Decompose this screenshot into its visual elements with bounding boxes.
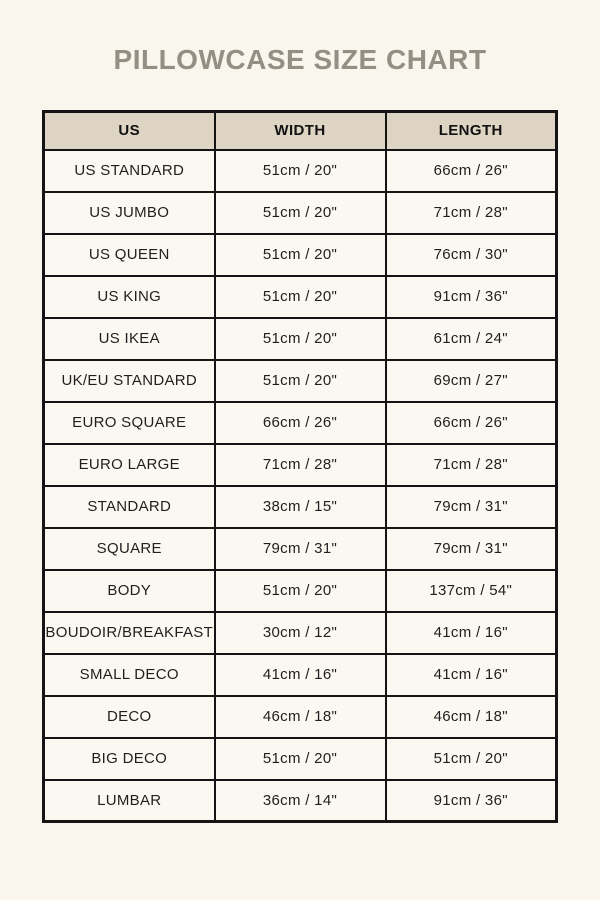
cell-length: 46cm / 18" [386,696,557,738]
cell-length: 69cm / 27" [386,360,557,402]
cell-length: 71cm / 28" [386,444,557,486]
cell-us: US JUMBO [44,192,215,234]
table-row [44,570,557,612]
header-row [44,112,557,150]
cell-us: SMALL DECO [44,654,215,696]
cell-length: 91cm / 36" [386,780,557,822]
cell-width: 41cm / 16" [215,654,386,696]
cell-width: 51cm / 20" [215,318,386,360]
cell-us: STANDARD [44,486,215,528]
cell-width: 46cm / 18" [215,696,386,738]
size-chart-table [42,110,558,823]
cell-us: DECO [44,696,215,738]
cell-us: BODY [44,570,215,612]
cell-us: LUMBAR [44,780,215,822]
cell-length: 66cm / 26" [386,402,557,444]
table-header [44,112,557,150]
table-row [44,444,557,486]
page-title: PILLOWCASE SIZE CHART [113,44,487,75]
cell-width: 30cm / 12" [215,612,386,654]
cell-us: EURO SQUARE [44,402,215,444]
cell-length: 66cm / 26" [386,150,557,192]
cell-length: 51cm / 20" [386,738,557,780]
cell-length: 79cm / 31" [386,528,557,570]
cell-width: 51cm / 20" [215,738,386,780]
table-row [44,696,557,738]
cell-us: UK/EU STANDARD [44,360,215,402]
cell-width: 36cm / 14" [215,780,386,822]
cell-length: 91cm / 36" [386,276,557,318]
table-row [44,402,557,444]
cell-width: 71cm / 28" [215,444,386,486]
cell-width: 51cm / 20" [215,192,386,234]
cell-length: 41cm / 16" [386,654,557,696]
table-row [44,486,557,528]
table-row [44,234,557,276]
cell-us: US QUEEN [44,234,215,276]
table-row [44,318,557,360]
table-row [44,780,557,822]
cell-width: 51cm / 20" [215,360,386,402]
cell-length: 76cm / 30" [386,234,557,276]
table-row [44,612,557,654]
cell-width: 38cm / 15" [215,486,386,528]
cell-width: 51cm / 20" [215,276,386,318]
cell-width: 51cm / 20" [215,150,386,192]
cell-width: 51cm / 20" [215,570,386,612]
table-row [44,150,557,192]
cell-us: BOUDOIR/BREAKFAST [44,612,215,654]
cell-us: US STANDARD [44,150,215,192]
table-row [44,276,557,318]
table-row [44,654,557,696]
cell-length: 137cm / 54" [386,570,557,612]
column-header-us: US [44,112,215,150]
cell-us: BIG DECO [44,738,215,780]
cell-us: US IKEA [44,318,215,360]
table-row [44,192,557,234]
cell-us: SQUARE [44,528,215,570]
cell-length: 61cm / 24" [386,318,557,360]
cell-us: EURO LARGE [44,444,215,486]
column-header-length: LENGTH [386,112,557,150]
column-header-width: WIDTH [215,112,386,150]
cell-width: 51cm / 20" [215,234,386,276]
table-row [44,738,557,780]
table-body [44,150,557,822]
cell-width: 66cm / 26" [215,402,386,444]
table-row [44,360,557,402]
cell-length: 41cm / 16" [386,612,557,654]
cell-length: 71cm / 28" [386,192,557,234]
table-row [44,528,557,570]
cell-width: 79cm / 31" [215,528,386,570]
cell-length: 79cm / 31" [386,486,557,528]
cell-us: US KING [44,276,215,318]
